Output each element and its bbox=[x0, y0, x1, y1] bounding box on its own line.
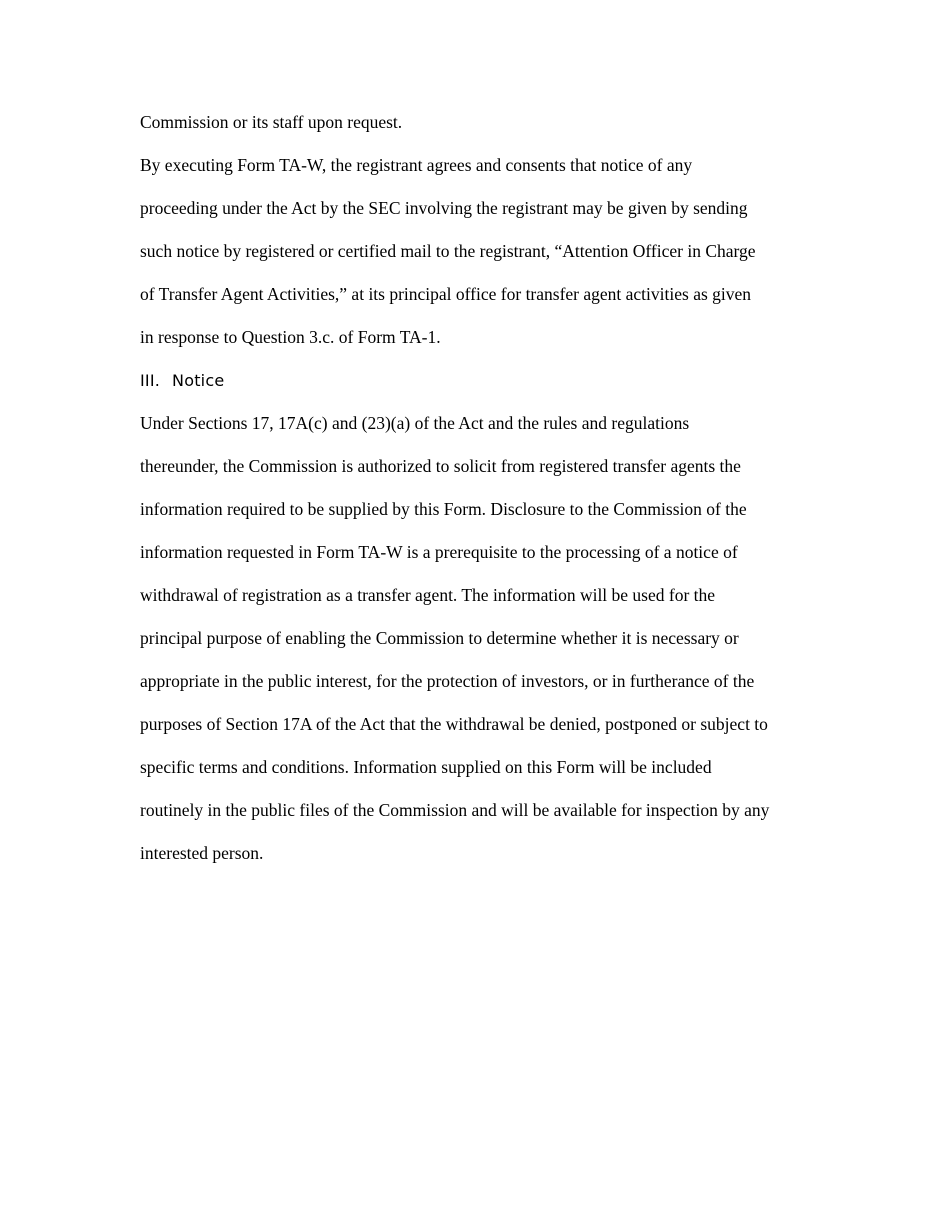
consent-line: such notice by registered or certified mail to the registrant, “Attention Officer in Charge bbox=[140, 241, 756, 261]
notice-line: withdrawal of registration as a transfer agent. The information will be used for the bbox=[140, 585, 716, 605]
notice-line: routinely in the public files of the Commission and will be available for inspection by any bbox=[140, 800, 770, 820]
notice-line: interested person. bbox=[140, 843, 264, 863]
section-heading bbox=[140, 359, 830, 402]
notice-line: principal purpose of enabling the Commission to determine whether it is necessary or bbox=[140, 628, 739, 648]
notice-line: specific terms and conditions. Information supplied on this Form will be included bbox=[140, 757, 712, 777]
consent-line: proceeding under the Act by the SEC involving the registrant may be given by sending bbox=[140, 198, 748, 218]
consent-paragraph bbox=[140, 144, 830, 359]
consent-line: of Transfer Agent Activities,” at its principal office for transfer agent activities as given bbox=[140, 284, 752, 304]
notice-line: purposes of Section 17A of the Act that the withdrawal be denied, postponed or subject to bbox=[140, 714, 768, 734]
section-number: III. bbox=[140, 371, 161, 390]
intro-line: Commission or its staff upon request. bbox=[140, 112, 403, 132]
notice-line: appropriate in the public interest, for the protection of investors, or in furtherance of the bbox=[140, 671, 755, 691]
notice-paragraph bbox=[140, 402, 830, 875]
notice-line: thereunder, the Commission is authorized to solicit from registered transfer agents the bbox=[140, 456, 741, 476]
notice-line: information requested in Form TA-W is a prerequisite to the processing of a notice of bbox=[140, 542, 738, 562]
notice-line: information required to be supplied by this Form. Disclosure to the Commission of the bbox=[140, 499, 747, 519]
consent-line: By executing Form TA-W, the registrant agrees and consents that notice of any bbox=[140, 155, 693, 175]
document-body bbox=[140, 101, 830, 875]
consent-line: in response to Question 3.c. of Form TA-1. bbox=[140, 327, 441, 347]
notice-line: Under Sections 17, 17A(c) and (23)(a) of the Act and the rules and regulations bbox=[140, 413, 690, 433]
section-title: Notice bbox=[172, 371, 225, 390]
